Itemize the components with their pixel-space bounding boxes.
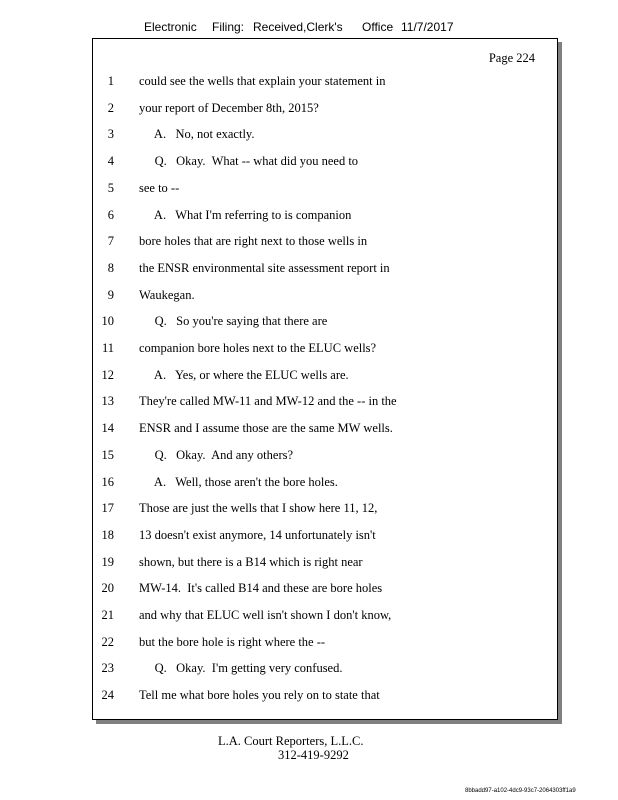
- line-number: 22: [101, 634, 114, 649]
- line-text: shown, but there is a B14 which is right near: [139, 554, 363, 569]
- transcript-line: [93, 581, 559, 599]
- transcript-line: [93, 101, 559, 119]
- line-text: could see the wells that explain your statement in: [139, 74, 386, 88]
- header-date: 11/7/2017: [401, 20, 454, 34]
- line-number: 16: [101, 474, 114, 489]
- line-text: They're called MW-11 and MW-12 and the -- in the: [139, 394, 397, 409]
- transcript-line: [93, 661, 559, 679]
- line-number: 11: [101, 341, 114, 355]
- line-number: 14: [101, 421, 114, 436]
- transcript-page: [92, 38, 558, 720]
- line-text: and why that ELUC well isn't shown I don't know,: [139, 608, 392, 622]
- transcript-line: [93, 208, 559, 226]
- line-text: bore holes that are right next to those wells in: [139, 234, 368, 249]
- transcript-line: [93, 501, 559, 519]
- line-number: 8: [107, 260, 114, 275]
- filing-header: [0, 20, 618, 38]
- court-reporter-phone: 312-419-9292: [278, 748, 349, 762]
- transcript-line: [93, 127, 559, 145]
- line-number: 18: [101, 527, 114, 542]
- line-number: 1: [107, 74, 114, 88]
- transcript-line: [93, 421, 559, 439]
- transcript-line: [93, 688, 559, 706]
- transcript-line: [93, 74, 559, 92]
- line-text: but the bore hole is right where the --: [139, 634, 326, 649]
- line-text: Those are just the wells that I show here 11, 12,: [139, 501, 378, 516]
- line-number: 4: [107, 154, 114, 169]
- header-electronic: Electronic: [144, 20, 197, 34]
- document-id: 8bbadd97-a102-4dc9-93c7-2064303ff1a9: [465, 788, 576, 794]
- line-number: 13: [101, 394, 114, 409]
- line-text: your report of December 8th, 2015?: [139, 100, 319, 115]
- line-text: A. No, not exactly.: [139, 127, 255, 142]
- line-number: 15: [101, 447, 114, 462]
- transcript-line: [93, 608, 559, 626]
- transcript-line: [93, 368, 559, 386]
- line-number: 3: [107, 127, 114, 142]
- transcript-line: [93, 394, 559, 412]
- line-number: 19: [101, 554, 114, 569]
- line-number: 23: [101, 661, 114, 676]
- header-filing: Filing:: [212, 20, 245, 34]
- line-text: ENSR and I assume those are the same MW wells.: [139, 421, 393, 436]
- transcript-line: [93, 234, 559, 252]
- transcript-line: [93, 475, 559, 493]
- transcript-line: [93, 528, 559, 546]
- transcript-line: [93, 448, 559, 466]
- header-received: Received,Clerk's: [253, 20, 343, 34]
- line-text: Waukegan.: [139, 287, 195, 302]
- line-number: 9: [107, 287, 114, 302]
- transcript-line: [93, 181, 559, 199]
- line-text: Q. Okay. What -- what did you need to: [139, 154, 359, 169]
- transcript-line: [93, 314, 559, 332]
- line-number: 6: [107, 207, 114, 222]
- line-text: A. Well, those aren't the bore holes.: [139, 474, 338, 489]
- line-number: 20: [101, 581, 114, 596]
- line-number: 5: [107, 180, 114, 195]
- line-text: Q. So you're saying that there are: [139, 314, 328, 329]
- line-text: Q. Okay. And any others?: [139, 447, 294, 462]
- line-number: 12: [101, 367, 114, 382]
- line-text: MW-14. It's called B14 and these are bore holes: [139, 581, 383, 596]
- court-reporter-name: L.A. Court Reporters, L.L.C.: [218, 734, 364, 748]
- line-text: Tell me what bore holes you rely on to state that: [139, 688, 380, 703]
- line-number: 10: [101, 314, 114, 329]
- line-number: 17: [101, 501, 114, 516]
- line-number: 7: [107, 234, 114, 249]
- line-text: 13 doesn't exist anymore, 14 unfortunately isn't: [139, 527, 376, 542]
- line-text: A. What I'm referring to is companion: [139, 207, 352, 222]
- line-number: 2: [107, 100, 114, 115]
- transcript-line: [93, 341, 559, 359]
- transcript-line: [93, 288, 559, 306]
- page-number: Page 224: [488, 51, 535, 65]
- transcript-line: [93, 154, 559, 172]
- line-text: companion bore holes next to the ELUC wells?: [139, 341, 377, 355]
- line-text: Q. Okay. I'm getting very confused.: [139, 661, 343, 676]
- line-text: the ENSR environmental site assessment report in: [139, 260, 390, 275]
- transcript-line: [93, 555, 559, 573]
- line-text: see to --: [139, 180, 180, 195]
- header-office: Office: [362, 20, 394, 34]
- line-number: 24: [101, 688, 114, 703]
- transcript-line: [93, 635, 559, 653]
- transcript-line: [93, 261, 559, 279]
- line-text: A. Yes, or where the ELUC wells are.: [139, 367, 349, 382]
- line-number: 21: [101, 608, 114, 622]
